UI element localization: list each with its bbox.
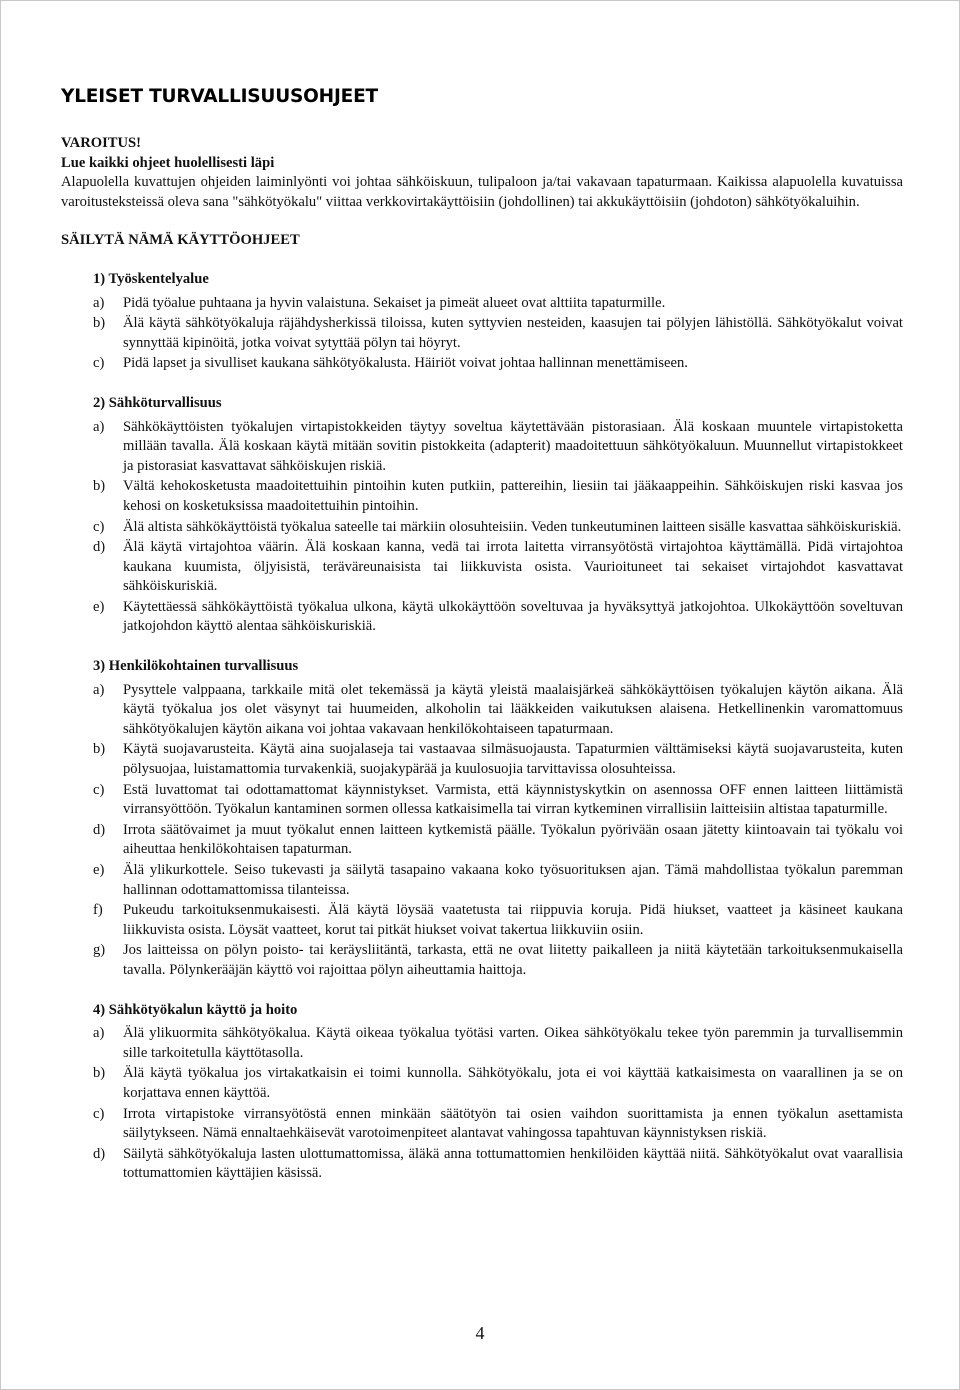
item-letter: a) [93, 681, 105, 698]
item-text: Älä käytä virtajohtoa väärin. Älä koskaan kanna, vedä tai irrota laitetta virransyötöstä virtajohtoa käyttämällä. Pidä virtajohtoa kaukana kuumista, öljyisistä, teräväreunaisista tai liikkuvista osista. Vaurioituneet tai sekaiset virtajohdot kasvattavat sähköiskuriskiä. [123, 539, 903, 595]
list-item [93, 1024, 903, 1063]
section-item-list [93, 1024, 903, 1184]
item-letter: b) [93, 315, 106, 332]
section-heading: 2) Sähköturvallisuus [93, 394, 222, 411]
sections-container [61, 270, 903, 1184]
list-item [93, 781, 903, 820]
item-letter: c) [93, 518, 105, 535]
item-text: Pidä lapset ja sivulliset kaukana sähkötyökalusta. Häiriöt voivat johtaa hallinnan menettämiseen. [123, 355, 688, 372]
list-item [93, 681, 903, 740]
item-letter: b) [93, 478, 106, 495]
item-letter: d) [93, 539, 106, 556]
item-letter: c) [93, 355, 105, 372]
section-item-list [93, 681, 903, 981]
item-text: Pukeudu tarkoituksenmukaisesti. Älä käytä löysää vaatetusta tai riippuvia koruja. Pidä hiukset, vaatteet ja käsineet kaukana liikkuvista osista. Löysät vaatteet, korut tai pitkät hiukset voivat takertua liikkuviin osiin. [123, 902, 903, 938]
item-text: Sähkökäyttöisten työkalujen virtapistokkeiden täytyy soveltua käytettävään pistorasiaan. Älä koskaan muuntele virtapistoketta millään tavalla. Älä koskaan käytä mitään sovitin pistokkeita (adapterit) maadoitettuun sähkötyökaluun. Muunnellut virtapistokkeet ja pistorasiat kasvattavat sähköiskujen riskiä. [123, 418, 903, 474]
list-item [93, 1064, 903, 1103]
section-heading: 3) Henkilökohtainen turvallisuus [93, 658, 299, 675]
item-letter: g) [93, 942, 106, 959]
section-heading: 4) Sähkötyökalun käyttö ja hoito [93, 1001, 298, 1018]
item-letter: c) [93, 781, 105, 798]
item-text: Älä käytä sähkötyökaluja räjähdysherkissä tiloissa, kuten syttyvien nesteiden, kaasujen tai pölyjen lähistöllä. Sähkötyökalut voivat synnyttää kipinöitä, jotka voivat sytyttää pölyn tai höyryt. [123, 315, 903, 351]
item-text: Estä luvattomat tai odottamattomat käynnistykset. Varmista, että käynnistyskytkin on asennossa OFF ennen laitteen liittämistä virransyöttöön. Työkalun kantaminen sormen ollessa katkaisimella tai virran kytkeminen virrallisiin laitteisiin altistaa tapaturmille. [123, 781, 903, 818]
list-item [93, 901, 903, 940]
section-item-list [93, 294, 903, 374]
section-item-list [93, 418, 903, 638]
warning-subhead: Lue kaikki ohjeet huolellisesti läpi [61, 154, 275, 171]
list-item [93, 314, 903, 353]
item-text: Älä käytä työkalua jos virtakatkaisin ei toimi kunnolla. Sähkötyökalu, jota ei voi käyttää katkaisimesta on vaarallinen ja se on korjattava ennen käyttöä. [123, 1065, 903, 1101]
item-letter: a) [93, 418, 105, 435]
item-letter: d) [93, 1145, 106, 1162]
warning-block [61, 134, 903, 212]
list-item [93, 518, 903, 538]
list-item [93, 418, 903, 477]
keep-instructions-heading: SÄILYTÄ NÄMÄ KÄYTTÖOHJEET [61, 232, 300, 249]
item-letter: a) [93, 1025, 105, 1042]
item-text: Älä ylikuormita sähkötyökalua. Käytä oikeaa työkalua työtäsi varten. Oikea sähkötyökalu tekee työn paremmin ja turvallisemmin sille tarkoitetulla käyttötasolla. [123, 1025, 903, 1061]
section [93, 394, 903, 637]
section [93, 1001, 903, 1184]
item-letter: e) [93, 862, 105, 878]
item-letter: e) [93, 598, 105, 615]
list-item [93, 477, 903, 516]
item-letter: b) [93, 741, 106, 758]
list-item [93, 941, 903, 980]
list-item [93, 294, 903, 314]
item-text: Pidä työalue puhtaana ja hyvin valaistuna. Sekaiset ja pimeät alueet ovat alttiita tapaturmille. [123, 294, 666, 311]
item-text: Pysyttele valppaana, tarkkaile mitä olet tekemässä ja käytä yleistä maalaisjärkeä sähkökäyttöisen työkalujen käytön aikana. Älä käytä työkalua jos olet väsynyt tai huumeiden, alkoholin tai lääkkeiden vaikutuksen alaisena. Hetkellinenkin varomattomuus sähkötyökalujen käytön aikana voi johtaa vakavaan henkilökohtaiseen tapaturmaan. [123, 681, 903, 737]
section-heading: 1) Työskentelyalue [93, 270, 209, 287]
item-text: Vältä kehokosketusta maadoitettuihin pintoihin kuten putkiin, pattereihin, liesiin tai jääkaappeihin. Sähköiskujen riski kasvaa jos kehosi on kosketuksissa maadoitettuihin pintoihin. [123, 478, 903, 514]
section [93, 657, 903, 981]
list-item [93, 1145, 903, 1184]
page-number: 4 [475, 1323, 485, 1343]
warning-text: Alapuolella kuvattujen ohjeiden laiminlyönti voi johtaa sähköiskuun, tulipaloon ja/tai vakavaan tapaturmaan. Kaikissa alapuolella kuvatuissa varoitusteksteissä oleva sana "sähkötyökalu" viittaa verkkovirtakäyttöisiin (johdollinen) tai akkukäyttöisiin (johdoton) sähkötyökaluihin. [61, 174, 903, 210]
item-letter: f) [93, 902, 103, 919]
list-item [93, 821, 903, 860]
page-title: YLEISET TURVALLISUUSOHJEET [61, 86, 378, 107]
list-item [93, 538, 903, 597]
list-item [93, 354, 903, 374]
item-text: Käytettäessä sähkökäyttöistä työkalua ulkona, käytä ulkokäyttöön soveltuvaa ja hyväksyttyä jatkojohtoa. Ulkokäyttöön soveltuvan jatkojohdon käyttö alentaa sähköiskuriskiä. [123, 598, 903, 635]
item-letter: a) [93, 294, 105, 311]
item-letter: c) [93, 1105, 105, 1122]
list-item [93, 861, 903, 900]
item-text: Irrota säätövaimet ja muut työkalut ennen laitteen kytkemistä päälle. Työkalun pyörivään osaan jätetty kiintoavain tai työkalu voi aiheuttaa henkilökohtaisen tapaturman. [123, 821, 903, 858]
item-text: Älä altista sähkökäyttöistä työkalua sateelle tai märkiin olosuhteisiin. Veden tunkeutuminen laitteen sisälle kasvattaa sähköiskuriskiä. [123, 518, 902, 535]
list-item [93, 1105, 903, 1144]
list-item [93, 598, 903, 637]
page-content [61, 85, 903, 1185]
item-text: Säilytä sähkötyökaluja lasten ulottumattomissa, äläkä anna tottumattomien henkilöiden käyttää niitä. Sähkötyökalut ovat vaarallisia tottumattomien käyttäjien käsissä. [123, 1145, 903, 1182]
section [93, 270, 903, 374]
item-letter: d) [93, 821, 106, 838]
item-letter: b) [93, 1065, 106, 1082]
item-text: Käytä suojavarusteita. Käytä aina suojalaseja tai vastaavaa silmäsuojausta. Tapaturmien välttämiseksi käytä suojavarusteita, kuten pölysuojaa, luistamattomia turvakenkiä, suojakypärää ja kuulosuojia tarvittavissa olosuhteissa. [123, 741, 903, 778]
item-text: Älä ylikurkottele. Seiso tukevasti ja säilytä tasapaino vakaana koko työsuorituksen ajan. Tämä mahdollistaa työkalun paremman hallinnan odottamattomissa tilanteissa. [123, 862, 903, 898]
list-item [93, 740, 903, 779]
item-text: Irrota virtapistoke virransyötöstä ennen minkään säätötyön tai osien vaihdon suorittamista ja ennen työkalun asettamista säilytykseen. Nämä ennaltaehkäisevät varotoimenpiteet alantavat vahingossa tapahtuvan käynnistyksen riskiä. [123, 1105, 903, 1142]
warning-label: VAROITUS! [61, 135, 142, 151]
item-text: Jos laitteissa on pölyn poisto- tai keräysliitäntä, tarkasta, että ne ovat liitetty paikalleen ja niitä käytetään tarkoituksenmukaisella tavalla. Pölynkerääjän käyttö voi rajoittaa pölyn aiheuttamia haittoja. [123, 942, 903, 978]
